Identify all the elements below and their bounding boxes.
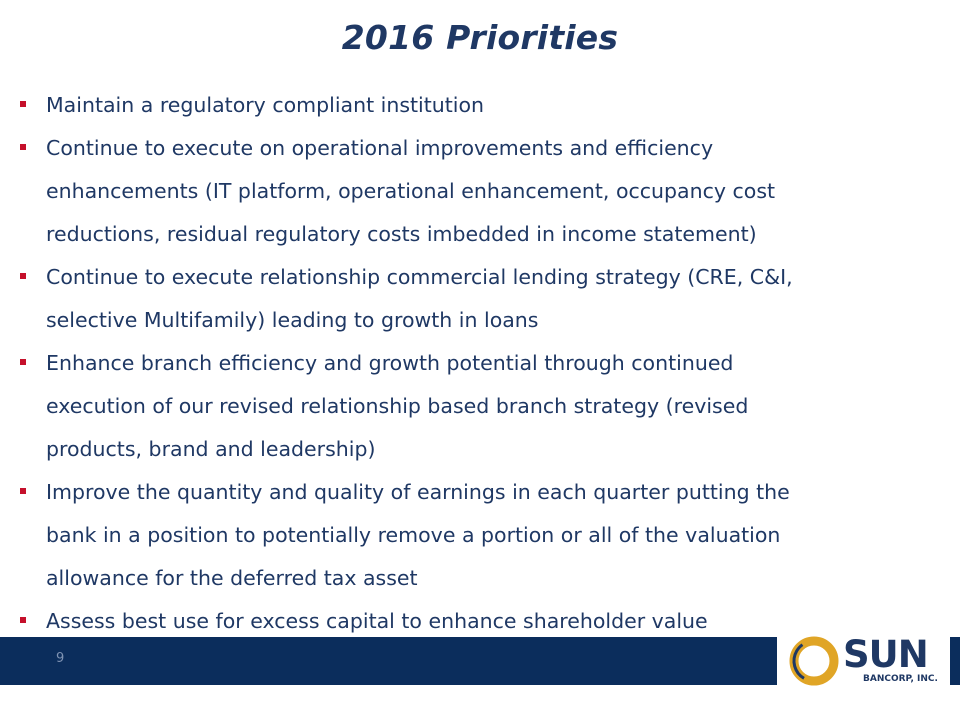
company-logo bbox=[777, 628, 950, 694]
priority-item bbox=[18, 342, 918, 471]
priority-line: enhancements (IT platform, operational enhancement, occupancy cost bbox=[46, 179, 776, 203]
bullet-marker-icon bbox=[20, 273, 26, 279]
priority-item bbox=[18, 127, 918, 256]
logo-wordmark: SUN bbox=[843, 633, 928, 676]
logo-subtitle: BANCORP, INC. bbox=[863, 674, 938, 684]
priority-line: execution of our revised relationship based branch strategy (revised bbox=[46, 394, 749, 418]
sun-ring-icon bbox=[787, 634, 841, 688]
priority-line: Enhance branch efficiency and growth potential through continued bbox=[46, 351, 734, 375]
priority-item bbox=[18, 84, 918, 127]
priority-item bbox=[18, 471, 918, 600]
priority-line: Continue to execute on operational improvements and efficiency bbox=[46, 136, 714, 160]
slide-title: 2016 Priorities bbox=[341, 18, 619, 57]
bullet-marker-icon bbox=[20, 359, 26, 365]
bullet-marker-icon bbox=[20, 617, 26, 623]
priority-line: selective Multifamily) leading to growth in loans bbox=[46, 308, 539, 332]
priority-line: Assess best use for excess capital to enhance shareholder value bbox=[46, 609, 708, 633]
priorities-list bbox=[18, 84, 918, 643]
priority-line: Continue to execute relationship commercial lending strategy (CRE, C&I, bbox=[46, 265, 793, 289]
bullet-marker-icon bbox=[20, 144, 26, 150]
priority-line: bank in a position to potentially remove a portion or all of the valuation bbox=[46, 523, 781, 547]
bullet-marker-icon bbox=[20, 101, 26, 107]
priority-line: allowance for the deferred tax asset bbox=[46, 566, 418, 590]
priority-line: Improve the quantity and quality of earnings in each quarter putting the bbox=[46, 480, 790, 504]
priority-line: products, brand and leadership) bbox=[46, 437, 376, 461]
priority-line: Maintain a regulatory compliant institution bbox=[46, 93, 485, 117]
priority-item bbox=[18, 256, 918, 342]
priority-line: reductions, residual regulatory costs imbedded in income statement) bbox=[46, 222, 757, 246]
bullet-marker-icon bbox=[20, 488, 26, 494]
page-number: 9 bbox=[56, 651, 65, 666]
